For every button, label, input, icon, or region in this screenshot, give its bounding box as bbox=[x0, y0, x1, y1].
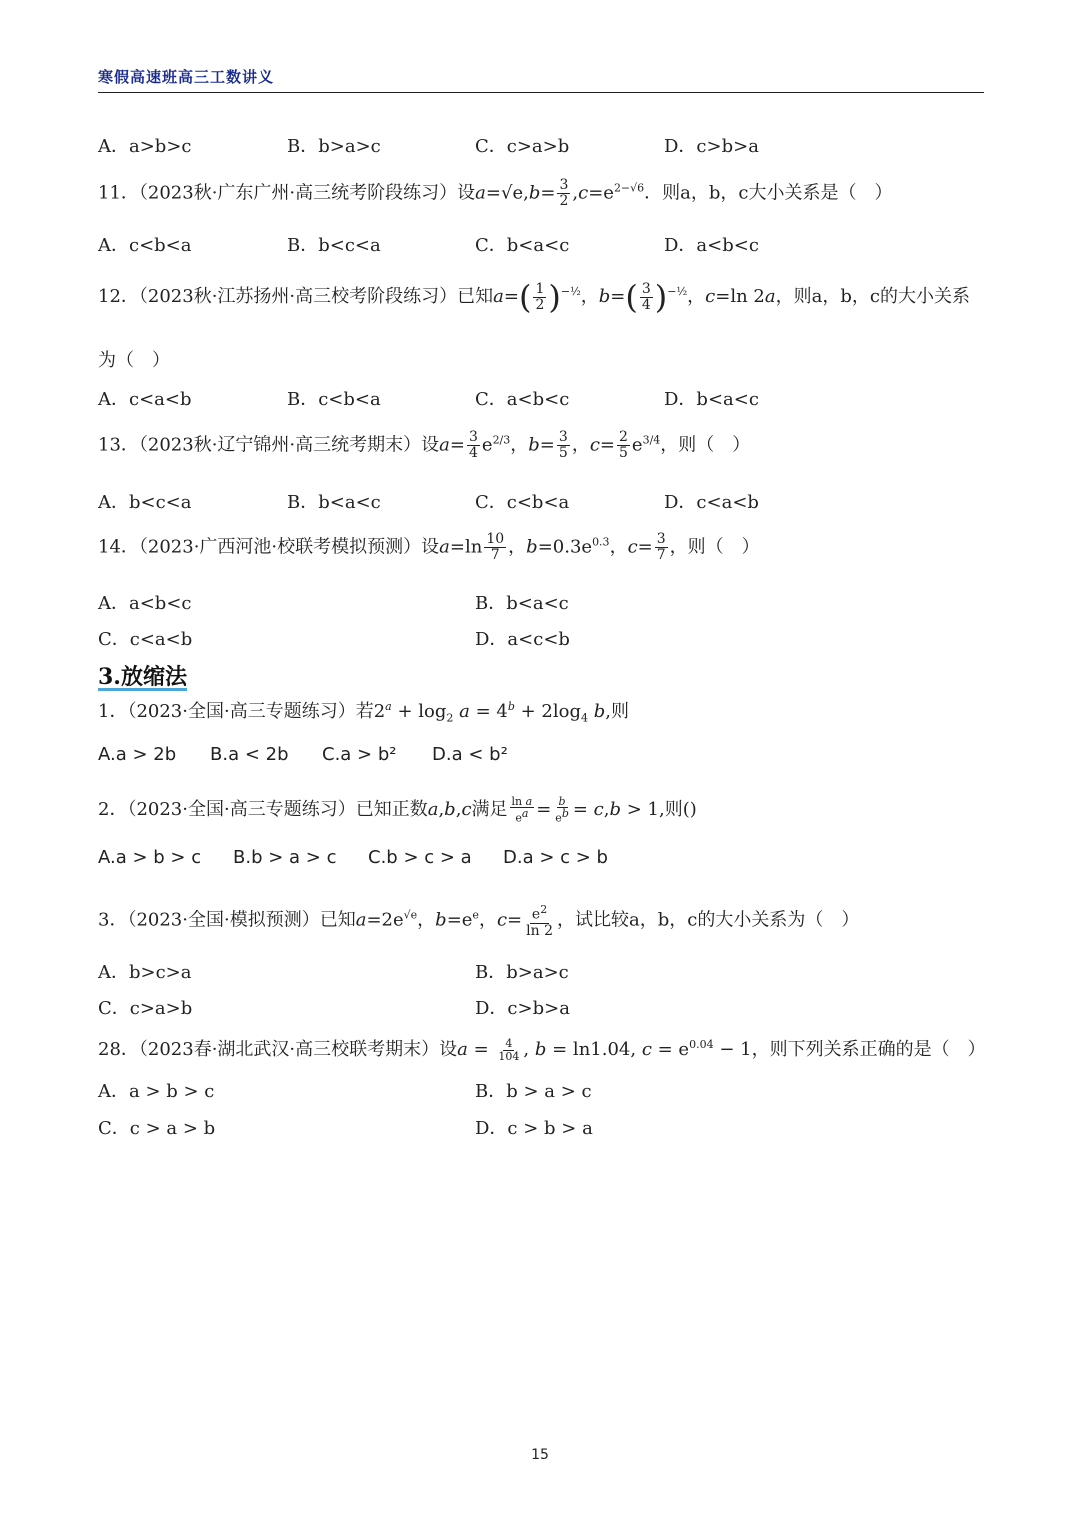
q13-stem: 13．（2023秋·辽宁锦州·高三统考期末）设a= $\frac{3}{4}$ $e^{2/3}$，b= $\frac{3}{5}$ ，c= $\frac{2}{5}$ $e^{3/4}$，则（ ） bbox=[98, 429, 751, 461]
p28-stem: 28．（2023春·湖北武汉·高三校联考期末）设a = $\frac{4}{104}$ , b = ln1.04, $c = e^{0.04} - 1$，则下列关系正确的是（ ） bbox=[98, 1036, 986, 1063]
q14-option-a: A．a<b<c bbox=[98, 593, 192, 614]
p1-stem: 1．（2023·全国·高三专题练习）若$2^a + \log_2 a = 4^b + 2\log_4$ b,则 bbox=[98, 700, 629, 725]
q13-option-b: B．b<a<c bbox=[287, 492, 381, 513]
p1-option-d: D.a < b² bbox=[432, 744, 508, 765]
p28-option-a: A．a > b > c bbox=[98, 1081, 215, 1102]
q12-option-c: C．a<b<c bbox=[475, 389, 570, 410]
q14-option-d: D．a<c<b bbox=[475, 629, 570, 650]
q11-option-d: D．a<b<c bbox=[664, 235, 759, 256]
p1-option-c: C.a > b² bbox=[322, 744, 397, 765]
p2-option-c: C.b > c > a bbox=[368, 847, 472, 868]
p1-option-b: B.a < 2b bbox=[210, 744, 289, 765]
q13-option-a: A．b<c<a bbox=[98, 492, 192, 513]
q13-option-d: D．c<a<b bbox=[664, 492, 759, 513]
q12-option-b: B．c<b<a bbox=[287, 389, 381, 410]
q11-option-a: A．c<b<a bbox=[98, 235, 192, 256]
q11-option-c: C．b<a<c bbox=[475, 235, 570, 256]
q14-option-c: C．c<a<b bbox=[98, 629, 193, 650]
p2-option-b: B.b > a > c bbox=[233, 847, 337, 868]
page-header bbox=[98, 64, 984, 93]
q14-stem: 14．（2023·广西河池·校联考模拟预测）设a=ln $\frac{10}{7}$ ，$b=0.3e^{0.3}$，c= $\frac{3}{7}$ ，则（ ） bbox=[98, 531, 760, 563]
q12-stem: 12．（2023秋·江苏扬州·高三校考阶段练习）已知a=( $\frac{1}{2}$ )$^{-\frac{1}{2}}$，b=( $\frac{3}{4}$ )$^{-\frac{1}{2}}$，c=ln 2a，则a，b，c的大小关系 bbox=[98, 278, 970, 316]
p3-option-a: A．b>c>a bbox=[98, 962, 192, 983]
p3-option-c: C．c>a>b bbox=[98, 998, 193, 1019]
q10-option-a: A．a>b>c bbox=[98, 136, 192, 157]
q12-stem-cont: 为（ ） bbox=[98, 350, 170, 371]
p3-stem: 3．（2023·全国·模拟预测）已知$a=2e^{√e}$，$b=e^e$，c= $\frac{e^2}{\ln 2}$ ，试比较a，b，c的大小关系为（ ） bbox=[98, 903, 860, 939]
header-title: 寒假高速班高三工数讲义 bbox=[98, 68, 275, 86]
q10-option-b: B．b>a>c bbox=[287, 136, 381, 157]
q10-option-c: C．c>a>b bbox=[475, 136, 570, 157]
p28-option-b: B．b > a > c bbox=[475, 1081, 592, 1102]
p2-stem: 2．（2023·全国·高三专题练习）已知正数a,b,c满足 $\frac{\text{ln a}}{e^a}$ = $\frac{b}{e^b}$ = c,b > 1,则() bbox=[98, 795, 697, 825]
p2-option-d: D.a > c > b bbox=[503, 847, 608, 868]
p3-option-d: D．c>b>a bbox=[475, 998, 570, 1019]
q13-option-c: C．c<b<a bbox=[475, 492, 570, 513]
p28-option-d: D．c > b > a bbox=[475, 1118, 593, 1139]
q14-option-b: B．b<a<c bbox=[475, 593, 569, 614]
p28-option-c: C．c > a > b bbox=[98, 1118, 216, 1139]
p1-option-a: A.a > 2b bbox=[98, 744, 177, 765]
p3-option-b: B．b>a>c bbox=[475, 962, 569, 983]
q11-stem: 11．（2023秋·广东广州·高三统考阶段练习）设a=√e,b= $\frac{3}{2}$ $,c=e^{2-√6}$．则a，b，c大小关系是（ ） bbox=[98, 177, 893, 209]
q10-option-d: D．c>b>a bbox=[664, 136, 759, 157]
page-number: 15 bbox=[531, 1447, 549, 1463]
q12-option-a: A．c<a<b bbox=[98, 389, 192, 410]
q12-option-d: D．b<a<c bbox=[664, 389, 759, 410]
p2-option-a: A.a > b > c bbox=[98, 847, 202, 868]
q11-option-b: B．b<c<a bbox=[287, 235, 381, 256]
section-title: 3.放缩法 bbox=[98, 664, 187, 690]
